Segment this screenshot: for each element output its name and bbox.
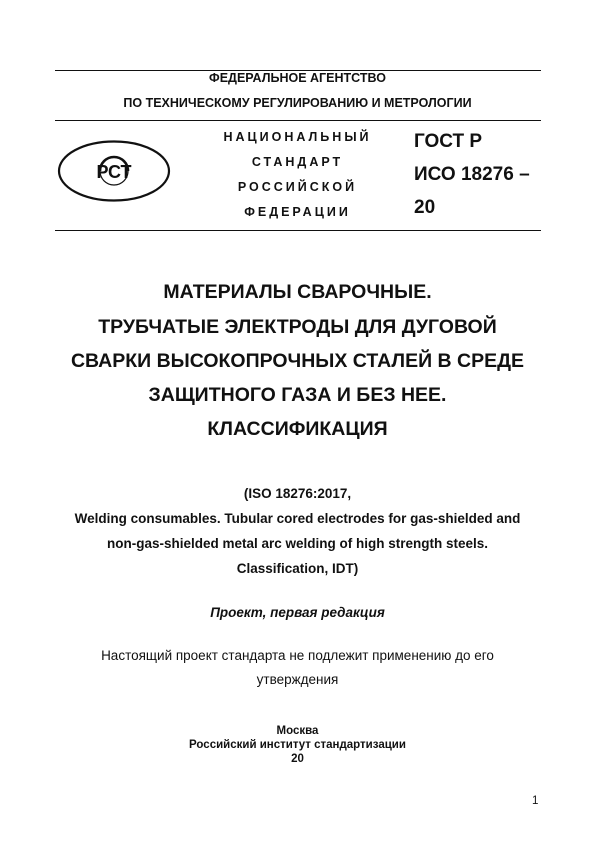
- gost-designation-line-1: ГОСТ Р: [414, 131, 483, 152]
- document-title-line-5: КЛАССИФИКАЦИЯ: [207, 418, 388, 440]
- footer-year: 20: [291, 753, 304, 765]
- iso-reference-line-3: non-gas-shielded metal arc welding of high strength steels.: [106, 536, 489, 551]
- draft-label: Проект, первая редакция: [210, 605, 385, 620]
- agency-name-line-2: ПО ТЕХНИЧЕСКОМУ РЕГУЛИРОВАНИЮ И МЕТРОЛОГИИ: [123, 96, 472, 110]
- iso-reference-line-1: (ISO 18276:2017,: [243, 486, 352, 501]
- gost-designation-line-2: ИСО 18276 –: [414, 164, 530, 185]
- agency-bottom-rule: [55, 120, 541, 121]
- header-bottom-rule: [55, 230, 541, 231]
- document-title-line-1: МАТЕРИАЛЫ СВАРОЧНЫЕ.: [163, 281, 432, 303]
- national-label-line-3: РОССИЙСКОЙ: [237, 180, 358, 194]
- notice-line-2: утверждения: [256, 672, 339, 687]
- rst-logo-icon: [56, 139, 172, 203]
- footer-publisher: Российский институт стандартизации: [189, 739, 406, 751]
- national-label-line-2: СТАНДАРТ: [251, 155, 344, 169]
- iso-reference-line-2: Welding consumables. Tubular cored electrodes for gas-shielded and: [74, 511, 521, 526]
- document-title-line-3: СВАРКИ ВЫСОКОПРОЧНЫХ СТАЛЕЙ В СРЕДЕ: [70, 350, 525, 372]
- page-number: 1: [532, 795, 539, 807]
- national-label-line-1: НАЦИОНАЛЬНЫЙ: [223, 130, 372, 144]
- footer-city: Москва: [276, 725, 319, 737]
- notice-line-1: Настоящий проект стандарта не подлежит применению до его: [101, 648, 494, 663]
- document-title-line-4: ЗАЩИТНОГО ГАЗА И БЕЗ НЕЕ.: [148, 384, 447, 406]
- gost-designation-line-3: 20: [414, 197, 436, 218]
- logo-mark-text: РСТ: [96, 162, 132, 182]
- national-label-line-4: ФЕДЕРАЦИИ: [244, 205, 351, 219]
- iso-reference-line-4: Classification, IDT): [236, 561, 359, 576]
- document-title-line-2: ТРУБЧАТЫЕ ЭЛЕКТРОДЫ ДЛЯ ДУГОВОЙ: [98, 316, 497, 338]
- agency-name-line-1: ФЕДЕРАЛЬНОЕ АГЕНТСТВО: [209, 71, 386, 85]
